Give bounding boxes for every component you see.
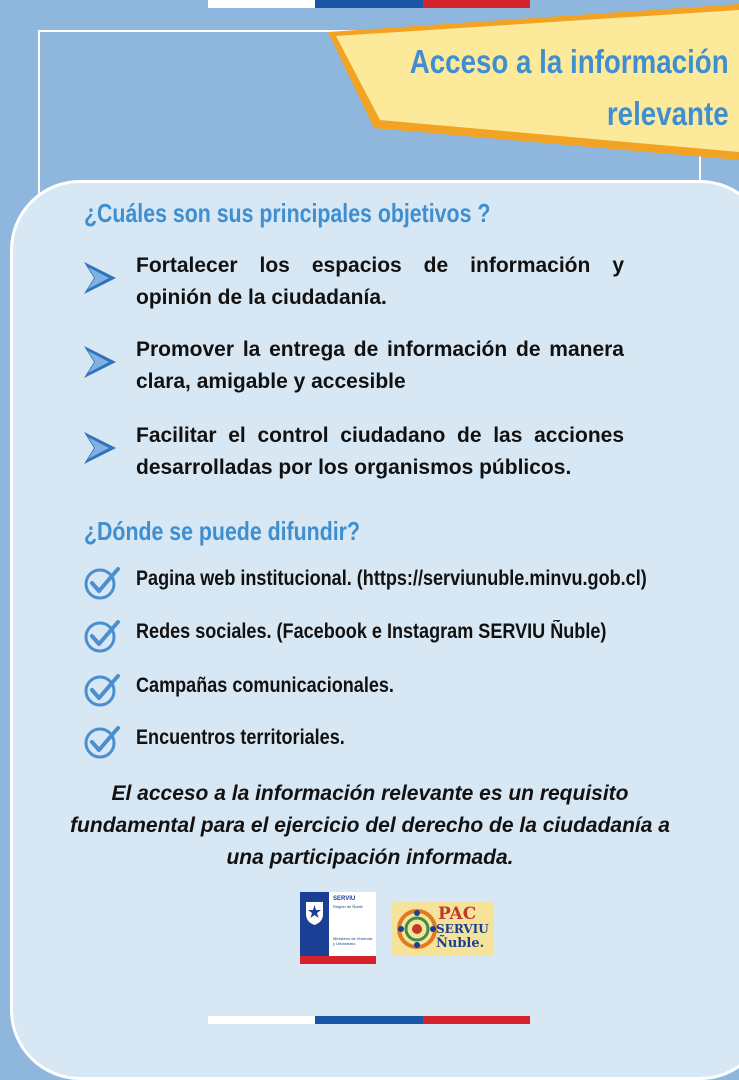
serviu-logo	[300, 892, 376, 964]
objectives-heading: ¿Cuáles son sus principales objetivos ?	[84, 198, 491, 228]
objective-text: Fortalecer los espacios de información y opinión de la ciudadanía.	[136, 254, 624, 309]
pac-logo-line-2: SERVIU	[436, 922, 489, 936]
closing-statement	[60, 778, 680, 874]
check-circle-icon	[82, 616, 122, 656]
serviu-logo-name: SERVIU	[333, 896, 356, 902]
pac-serviu-logo	[392, 902, 494, 956]
serviu-logo-ministry: Ministerio de Vivienda y Urbanismo	[333, 936, 373, 946]
channels-heading: ¿Dónde se puede difundir?	[84, 516, 360, 546]
pac-logo-line-3: Ñuble.	[436, 936, 485, 951]
page-title	[410, 36, 729, 140]
community-circle-icon	[396, 907, 438, 951]
check-circle-icon	[82, 563, 122, 603]
objective-text: Facilitar el control ciudadano de las acciones desarrolladas por los organismos públicos.	[136, 424, 624, 479]
page-title-line-1: Acceso a la información	[410, 43, 729, 80]
channel-text: Redes sociales. (Facebook e Instagram SERVIU Ñuble)	[136, 620, 607, 643]
check-circle-icon	[82, 722, 122, 762]
closing-line-3: una participación informada.	[226, 846, 514, 869]
channel-text: Campañas comunicacionales.	[136, 674, 394, 697]
chevron-arrow-icon	[80, 258, 120, 298]
channel-text: Encuentros territoriales.	[136, 726, 345, 749]
chevron-arrow-icon	[80, 428, 120, 468]
channel-text: Pagina web institucional. (https://serviunuble.minvu.gob.cl)	[136, 567, 647, 590]
objective-text: Promover la entrega de información de manera clara, amigable y accesible	[136, 338, 624, 393]
check-circle-icon	[82, 670, 122, 710]
chevron-arrow-icon	[80, 342, 120, 382]
pac-logo-line-1: PAC	[438, 904, 477, 924]
page-title-line-2: relevante	[607, 95, 729, 132]
title-banner	[322, 0, 739, 165]
serviu-logo-shield	[300, 892, 329, 964]
closing-line-1: El acceso a la información relevante es un requisito	[111, 782, 629, 805]
closing-line-2: fundamental para el ejercicio del derecho de la ciudadanía a	[70, 814, 670, 837]
serviu-logo-region: Región de Ñuble	[333, 904, 363, 909]
coat-of-arms-icon	[300, 892, 329, 932]
flag-stripe-bottom	[208, 1016, 530, 1024]
